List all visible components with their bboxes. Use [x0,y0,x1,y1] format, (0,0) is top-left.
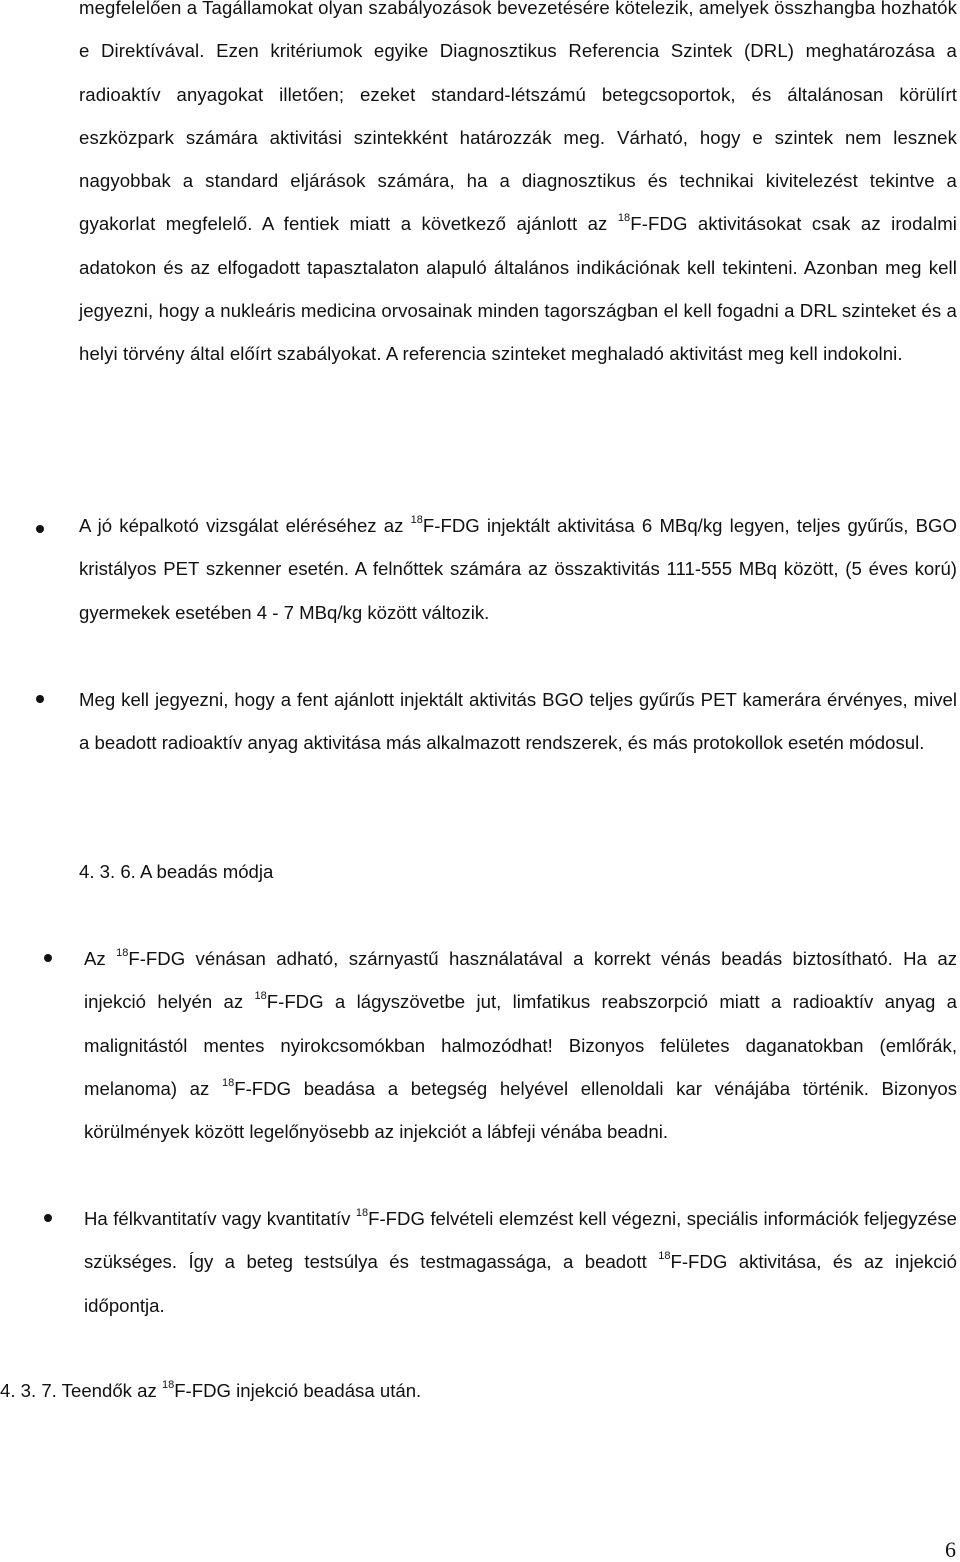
isotope-superscript: 18 [658,1250,671,1263]
text-run: F-FDG injekció beadása után. [174,1380,422,1401]
text-run: F-FDG injektált aktivitása 6 MBq/kg legyen, teljes gyűrűs, BGO kristályos PET szkenner esetén. A felnőttek számára az összaktivitás 111-555 MBq között, (5 éves korú) gyermekek esetében 4 - 7 MBq/kg között változik. [79,515,957,623]
list-item-text [84,1197,957,1327]
intro-text-1: megfelelően a Tagállamokat olyan szabályozások bevezetésére kötelezik, amelyek összhangba hozhatók e Direktívával. Ezen kritériumok egyike Diagnosztikus Referencia Szintek (DRL) meghatározása a radioaktív anyagokat illetően; ezeket standard-létszámú betegcsoportok, és általánosan körülírt eszközpark számára aktivitási szintekként határozzák meg. Várható, hogy e szintek nem lesznek nagyobbak a standard eljárások számára, ha a diagnosztikus és technikai kivitelezést tekintve a gyakorlat megfelelő. A fentiek miatt a következő ajánlott az [79,0,957,235]
text-run: A jó képalkotó vizsgálat eléréséhez az [79,515,411,536]
bullet-icon [36,525,44,533]
text-run: 4. 3. 7. Teendők az [0,1380,162,1401]
section-heading-4-3-7 [0,1379,421,1403]
section-heading-4-3-6: 4. 3. 6. A beadás módja [79,861,274,882]
text-run: F-FDG beadása a betegség helyével ellenoldali kar vénájába történik. Bizonyos körülmények között legelőnyösebb az injekciót a lábfeji vénába beadni. [84,1077,958,1143]
intro-paragraph [79,0,957,376]
list-item-text: Meg kell jegyezni, hogy a fent ajánlott injektált aktivitás BGO teljes gyűrűs PET kamerára érvényes, mivel a beadott radioaktív anyag aktivitása más alkalmazott rendszerek, és más protokollok esetén módosul. [79,689,957,754]
text-run: F-FDG aktivitása, és az injekció időpontja. [84,1251,957,1316]
isotope-superscript: 18 [254,990,267,1003]
text-run: F-FDG felvételi elemzést kell végezni, speciális információk feljegyzése szükséges. Így a beteg testsúlya és testmagassága, a beadott [84,1208,957,1273]
isotope-superscript: 18 [617,212,631,225]
isotope-superscript: 18 [221,1076,235,1089]
isotope-superscript: 18 [410,513,423,526]
bullet-icon [36,695,44,703]
bullet-icon [44,954,52,962]
list-item-text [79,504,957,634]
isotope-superscript: 18 [355,1206,369,1219]
isotope-superscript: 18 [116,946,129,959]
text-run: Az [84,948,117,969]
page-number: 6 [945,1537,956,1562]
text-run: F-FDG a lágyszövetbe jut, limfatikus reabszorpció miatt a radioaktív anyag a malignitástól mentes nyirokcsomókban halmozódhat! Bizonyos felületes daganatokban (emlőrák, melanoma) az [84,991,957,1099]
list-item-text [84,937,957,1153]
text-run: Ha félkvantitatív vagy kvantitatív [84,1208,356,1229]
intro-text-2: F-FDG aktivitásokat csak az irodalmi adatokon és az elfogadott tapasztalaton alapuló általános indikációnak kell tekinteni. Azonban meg kell jegyezni, hogy a nukleáris medicina orvosainak minden tagországban el kell fogadni a DRL szinteket és a helyi törvény által előírt szabályokat. A referencia szinteket meghaladó aktivitást meg kell indokolni. [79,213,958,365]
bullet-icon [44,1214,52,1222]
text-run: F-FDG vénásan adható, szárnyastű használatával a korrekt vénás beadás biztosítható. Ha az injekció helyén az [84,948,957,1013]
isotope-superscript: 18 [161,1378,175,1391]
